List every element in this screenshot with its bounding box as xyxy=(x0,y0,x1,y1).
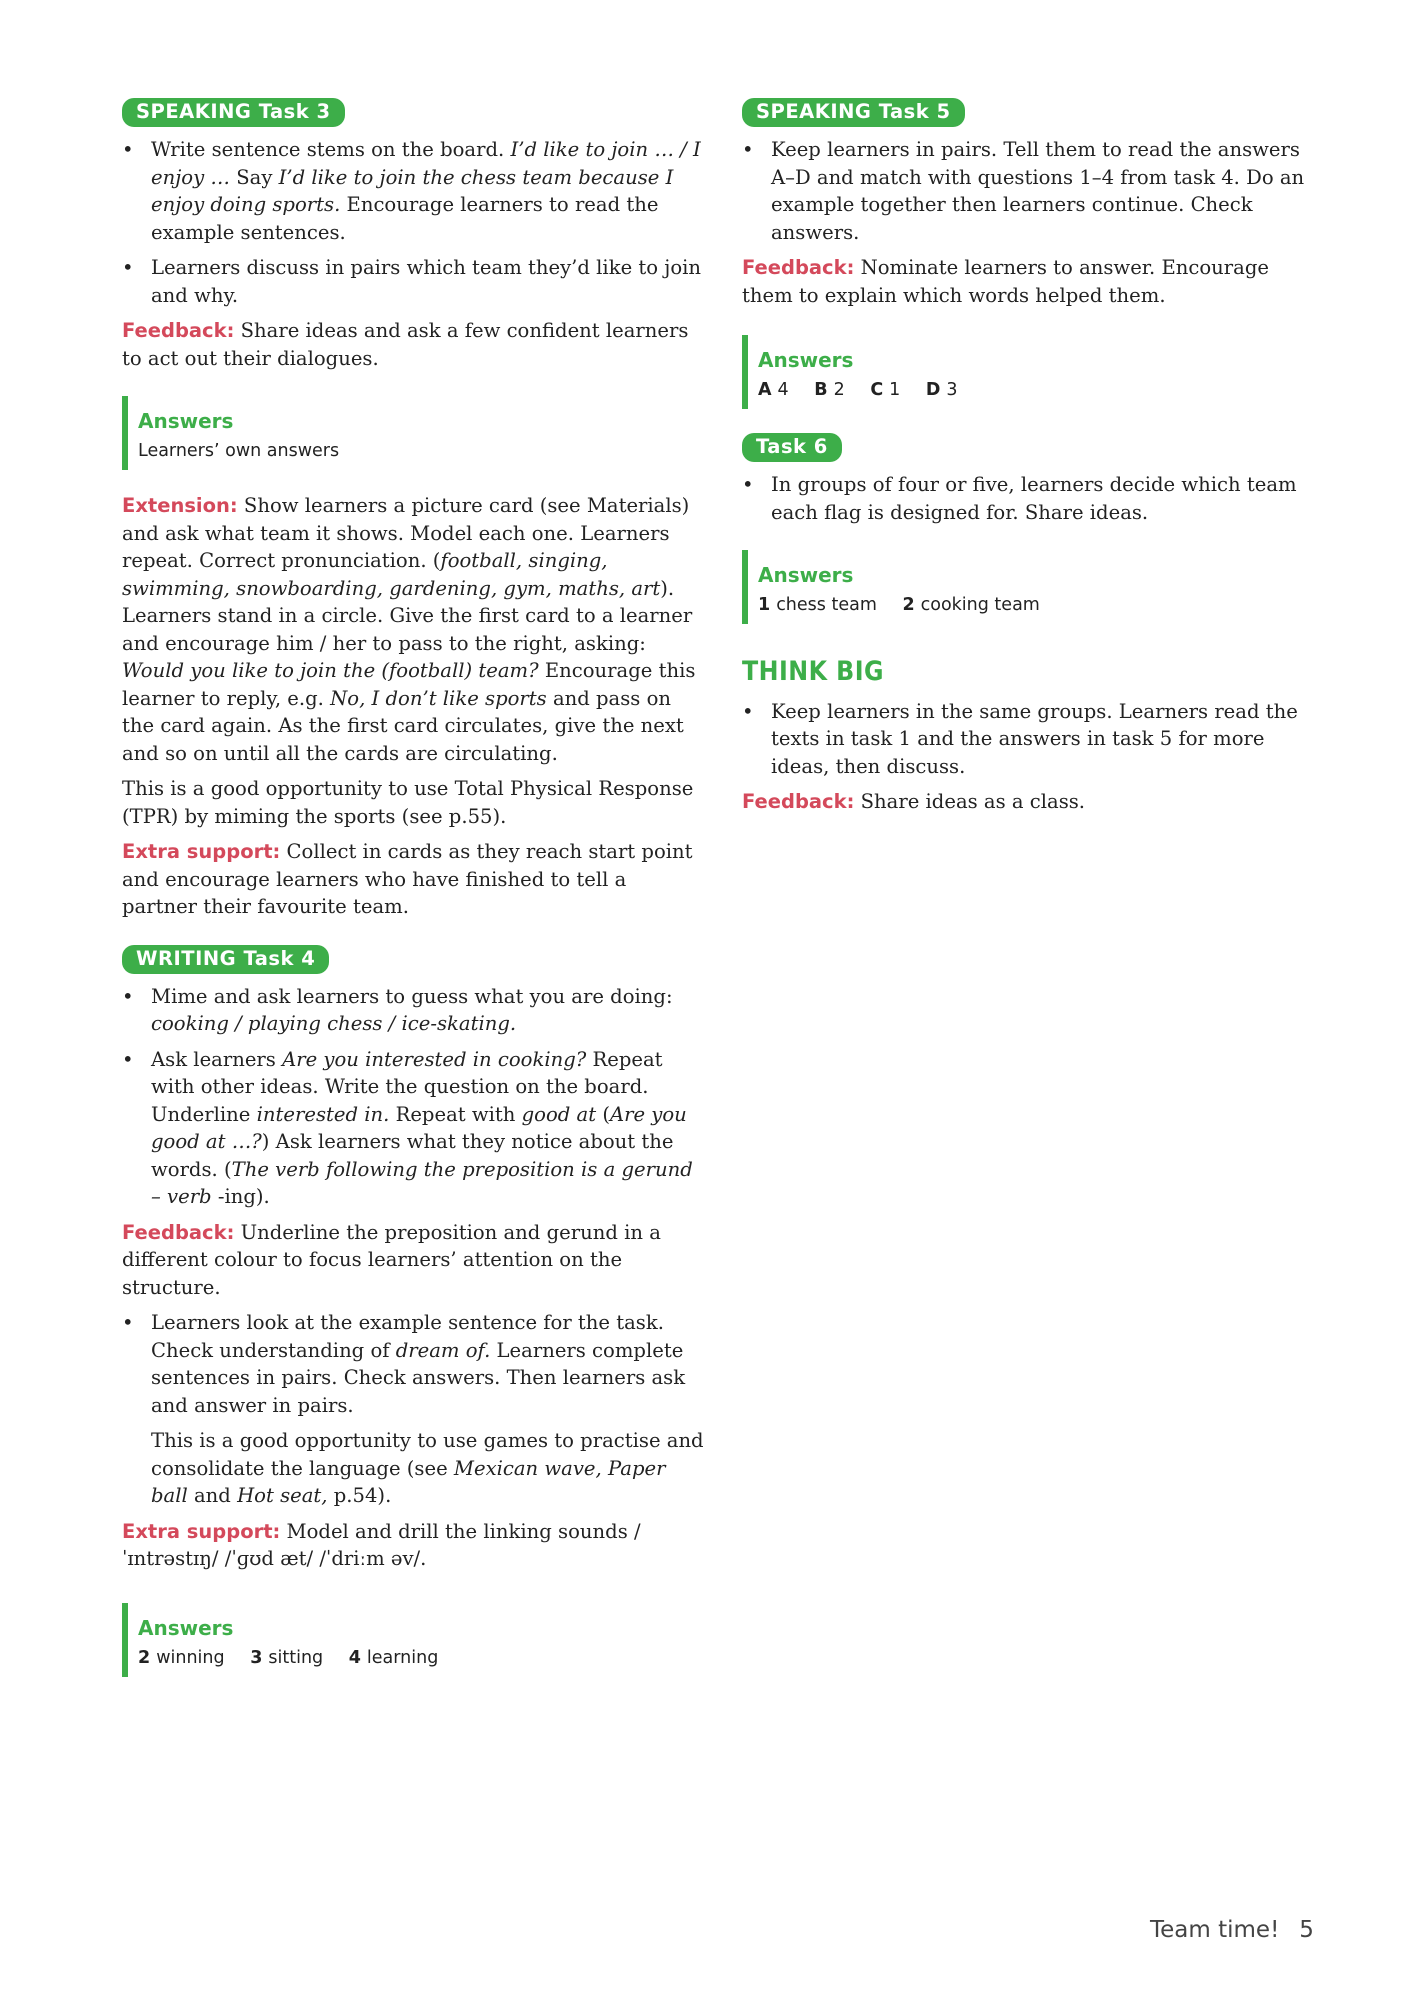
answer-letter: D xyxy=(925,380,941,400)
list-item xyxy=(122,983,707,1038)
answer-number: 3 xyxy=(250,1647,263,1668)
list-item xyxy=(742,136,1312,246)
bullet: • xyxy=(742,138,754,161)
answers-box xyxy=(122,396,707,470)
text: No, I don’t like sports xyxy=(330,686,547,710)
answers-heading: Answers xyxy=(758,348,854,372)
extra-support-label: Extra support: xyxy=(122,1519,281,1543)
list-item xyxy=(742,471,1312,526)
feedback-label: Feedback: xyxy=(122,319,235,342)
answer-number: 4 xyxy=(777,380,789,400)
text: Encourage learners to read the example sentences. xyxy=(151,193,659,244)
bullet: • xyxy=(122,1311,134,1334)
answer-letter: A xyxy=(758,380,772,400)
feedback-paragraph xyxy=(742,788,1312,816)
answers-value xyxy=(758,594,1312,616)
answer-letter: C xyxy=(870,380,884,400)
text: ). Learners stand in a circle. Give the first card to a learner and encourage him / her to pass to the right, asking: xyxy=(122,576,693,655)
bullet: • xyxy=(122,138,134,161)
text: Encourage this learner to reply, e.g. xyxy=(122,659,696,710)
speaking-task5-list xyxy=(742,136,1312,246)
extension-paragraph xyxy=(122,492,707,767)
writing-task4-list xyxy=(122,983,707,1211)
list-item xyxy=(122,1309,707,1419)
answer-word: learning xyxy=(366,1647,439,1668)
speaking-task3-list xyxy=(122,136,707,309)
right-column xyxy=(742,98,1312,824)
text: ) Ask learners what they notice about the words. ( xyxy=(151,1130,674,1181)
feedback-paragraph xyxy=(122,1219,707,1302)
bullet: • xyxy=(122,256,134,279)
text: dream of. xyxy=(395,1338,491,1362)
feedback-label: Feedback: xyxy=(742,256,855,279)
text: Are you interested in cooking? xyxy=(282,1047,587,1071)
think-big-heading: THINK BIG xyxy=(742,656,884,687)
tpr-paragraph: This is a good opportunity to use Total Physical Response (TPR) by miming the sports (see p.55). xyxy=(122,777,694,828)
extra-support-paragraph xyxy=(122,838,707,921)
answer-word: winning xyxy=(156,1647,225,1668)
list-item xyxy=(122,1046,707,1211)
text: ( xyxy=(596,1102,610,1126)
answers-box xyxy=(122,1603,707,1677)
text: The verb following the preposition is a gerund – verb xyxy=(151,1157,693,1208)
text: I’d like to join … / I enjoy … xyxy=(151,138,701,189)
bullet: • xyxy=(122,1047,134,1071)
answer-number: 4 xyxy=(348,1647,361,1668)
text: p.54). xyxy=(327,1484,392,1507)
answers-value: Learners’ own answers xyxy=(138,441,340,461)
extra-support-paragraph xyxy=(122,1518,707,1573)
text: Ask learners xyxy=(151,1047,283,1071)
text: Nominate learners to answer. Encourage them to explain which words helped them. xyxy=(742,256,1269,307)
footer-title: Team time! xyxy=(1150,1917,1280,1943)
feedback-label: Feedback: xyxy=(742,790,855,813)
text: I’d like to join the chess team because I enjoy doing sports. xyxy=(151,165,674,216)
answer-number: 2 xyxy=(902,595,915,615)
text: Repeat with other ideas. Write the question on the board. Underline xyxy=(151,1047,663,1126)
answer-number: 1 xyxy=(758,595,771,615)
list-item xyxy=(742,698,1312,781)
games-paragraph xyxy=(122,1427,707,1510)
text: Write sentence stems on the board. xyxy=(151,138,511,161)
answer-word: sitting xyxy=(268,1647,324,1668)
text: Say xyxy=(229,165,279,189)
text: and xyxy=(187,1484,238,1507)
page-number: 5 xyxy=(1299,1917,1314,1943)
answers-value xyxy=(758,379,1312,401)
text: Underline the preposition and gerund in a different colour to focus learners’ attention on the structure. xyxy=(122,1220,661,1299)
text: Share ideas as a class. xyxy=(854,790,1086,813)
writing-task4-section xyxy=(122,945,707,1677)
feedback-label: Feedback: xyxy=(122,1220,235,1244)
answer-letter: B xyxy=(814,380,828,400)
task6-list xyxy=(742,471,1312,526)
text: Share ideas and ask a few confident learners to act out their dialogues. xyxy=(122,319,689,370)
text: Hot seat, xyxy=(237,1484,328,1507)
text: football, singing, swimming, snowboarding, gardening, gym, maths, art xyxy=(122,549,661,600)
list-item xyxy=(122,254,707,309)
bullet: • xyxy=(742,473,754,496)
answer-number: 2 xyxy=(138,1647,151,1668)
text: Would you like to join the (football) team? xyxy=(122,659,539,682)
bullet: • xyxy=(742,699,754,723)
text: Learners discuss in pairs which team they’d like to join and why. xyxy=(151,256,702,307)
text: cooking / playing chess / ice-skating. xyxy=(151,1012,517,1035)
think-big-list xyxy=(742,698,1312,781)
text: Keep learners in the same groups. Learners read the texts in task 1 and the answers in task 5 for more ideas, then discuss. xyxy=(771,699,1298,778)
text: This is a good opportunity to use games to practise and consolidate the language (see xyxy=(151,1429,704,1480)
answer-word: chess team xyxy=(776,595,877,615)
answers-heading: Answers xyxy=(138,1615,234,1640)
page-footer xyxy=(1150,1917,1314,1943)
bullet: • xyxy=(122,984,134,1008)
text: Show learners a picture card (see Materials) and ask what team it shows. Model each one. Learners repeat. Correct pronunciation. ( xyxy=(122,494,690,572)
text: -ing). xyxy=(211,1185,270,1208)
answer-number: 1 xyxy=(889,380,901,400)
text: Keep learners in pairs. Tell them to read the answers A–D and match with questions 1–4 from task 4. Do an example together then learners continue. Check answers. xyxy=(771,138,1305,244)
text: Learners look at the example sentence for the task. Check understanding of xyxy=(151,1311,664,1362)
extension-label: Extension: xyxy=(122,494,238,517)
answers-heading: Answers xyxy=(138,409,234,433)
text: Mime and ask learners to guess what you are doing: xyxy=(151,984,673,1008)
writing-task4-heading: WRITING Task 4 xyxy=(122,945,329,974)
text: and pass on the card again. As the first card circulates, give the next and so on until all the cards are circulating. xyxy=(122,686,684,765)
answers-box xyxy=(742,550,1312,624)
list-item xyxy=(122,136,707,246)
left-column xyxy=(122,98,707,1699)
extra-support-label: Extra support: xyxy=(122,840,281,863)
task6-heading: Task 6 xyxy=(742,433,842,462)
task6-section xyxy=(742,433,1312,624)
text: Repeat with xyxy=(389,1102,522,1126)
answer-number: 3 xyxy=(946,380,958,400)
answers-value xyxy=(138,1647,707,1669)
text: Are you good at …? xyxy=(151,1102,687,1153)
speaking-task5-heading: SPEAKING Task 5 xyxy=(742,98,965,127)
text: Model and drill the linking sounds /ˈɪntrəstɪŋ/ /ˈɡʊd æt/ /ˈdriːm əv/. xyxy=(122,1519,641,1570)
answer-number: 2 xyxy=(833,380,845,400)
text: interested in. xyxy=(256,1102,390,1126)
text: Mexican wave, Paper ball xyxy=(151,1456,666,1507)
text: good at xyxy=(521,1102,597,1126)
answers-heading: Answers xyxy=(758,563,854,587)
answers-box xyxy=(742,335,1312,409)
speaking-task3-heading: SPEAKING Task 3 xyxy=(122,98,345,127)
text: Collect in cards as they reach start point and encourage learners who have finished to tell a partner their favourite team. xyxy=(122,840,693,918)
feedback-paragraph xyxy=(742,254,1312,309)
text: Learners complete sentences in pairs. Check answers. Then learners ask and answer in pairs. xyxy=(151,1338,686,1417)
answer-word: cooking team xyxy=(920,595,1040,615)
writing-task4-list-2 xyxy=(122,1309,707,1419)
feedback-paragraph xyxy=(122,317,707,372)
text: In groups of four or five, learners decide which team each flag is designed for. Share ideas. xyxy=(771,473,1297,524)
